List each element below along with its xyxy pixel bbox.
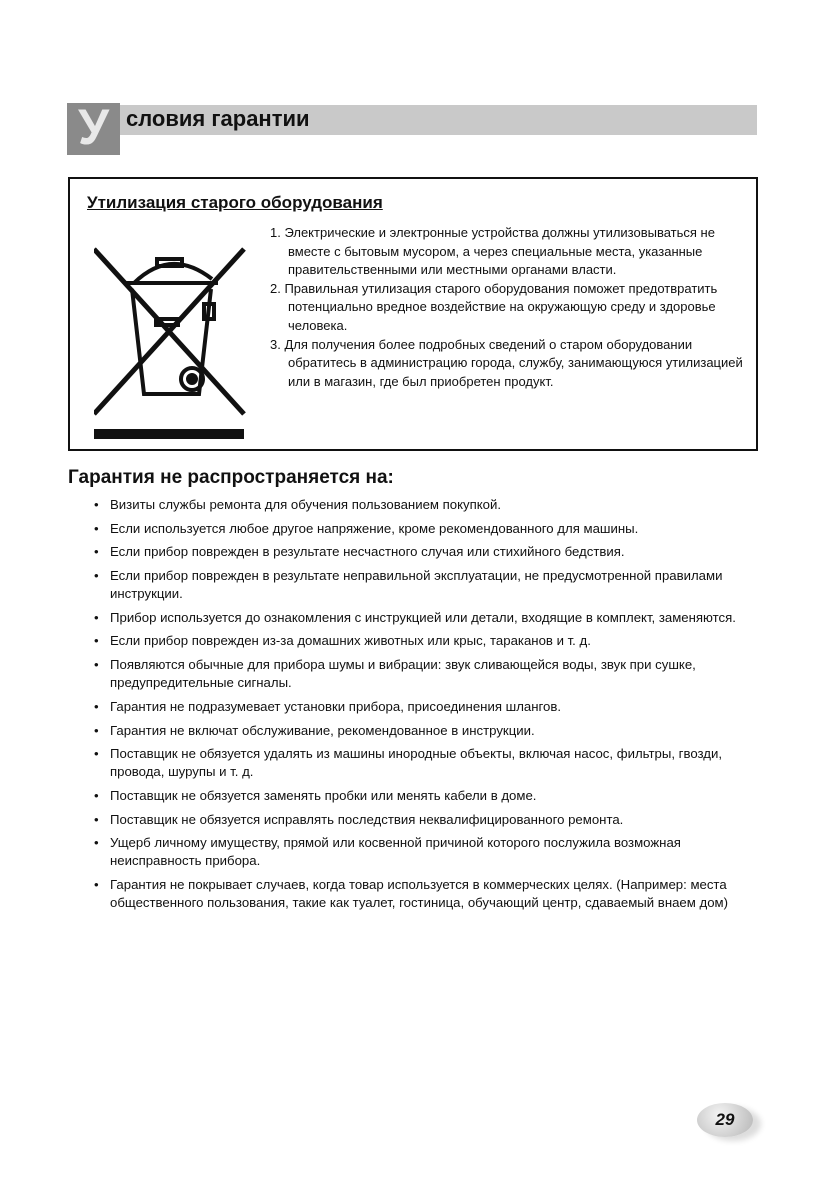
list-item: • Визиты службы ремонта для обучения пользованием покупкой. xyxy=(93,496,753,514)
list-item: • Гарантия не включат обслуживание, рекомендованное в инструкции. xyxy=(93,722,753,740)
list-item: • Если прибор поврежден из-за домашних животных или крыс, тараканов и т. д. xyxy=(93,632,753,650)
list-item: • Поставщик не обязуется заменять пробки или менять кабели в доме. xyxy=(93,787,753,805)
list-item: 1. Электрические и электронные устройства должны утилизовываться не вместе с бытовым мусором, а через специальные места, указанные правительственными или местными органами власти. xyxy=(270,225,715,278)
list-item: • Поставщик не обязуется исправлять последствия неквалифицированного ремонта. xyxy=(93,811,753,829)
list-item: • Прибор используется до ознакомления с инструкцией или детали, входящие в комплект, заменяются. xyxy=(93,609,753,627)
list-item: • Если прибор поврежден в результате несчастного случая или стихийного бедствия. xyxy=(93,543,753,561)
list-item: • Гарантия не подразумевает установки прибора, присоединения шлангов. xyxy=(93,698,753,716)
warranty-exclusions-list xyxy=(93,496,753,918)
list-item: • Ущерб личному имуществу, прямой или косвенной причиной которого послужила возможная неисправность прибора. xyxy=(93,834,753,870)
list-item: 2. Правильная утилизация старого оборудования поможет предотвратить потенциально вредное воздействие на окружающую среду и здоровье человека. xyxy=(270,280,718,333)
list-item: 3. Для получения более подробных сведений о старом оборудовании обратитесь в администрацию города, службу, занимающуюся утилизацией или в магазин, где был приобретен продукт. xyxy=(270,336,743,389)
list-item: • Если прибор поврежден в результате неправильной эксплуатации, не предусмотренной правилами инструкции. xyxy=(93,567,753,603)
list-item: • Гарантия не покрывает случаев, когда товар используется в коммерческих целях. (Например: места общественного пользования, такие как туалет, гостиница, обучающий центр, сдаваемый внаем дом) xyxy=(93,876,753,912)
list-item: • Появляются обычные для прибора шумы и вибрации: звук сливающейся воды, звук при сушке, предупредительные сигналы. xyxy=(93,656,753,692)
list-item: • Если используется любое другое напряжение, кроме рекомендованного для машины. xyxy=(93,520,753,538)
disposal-list xyxy=(270,224,750,391)
crossed-out-bin-icon xyxy=(94,239,254,439)
disposal-box xyxy=(68,177,758,451)
page-title: словия гарантии xyxy=(126,106,310,131)
list-item: • Поставщик не обязуется удалять из машины инородные объекты, включая насос, фильтры, гвозди, провода, шурупы и т. д. xyxy=(93,745,753,781)
page-number: 29 xyxy=(697,1103,753,1137)
header-initial-letter: У xyxy=(67,103,120,155)
warranty-exclusions-title: Гарантия не распространяется на: xyxy=(68,467,394,488)
disposal-title: Утилизация старого оборудования xyxy=(87,193,383,212)
